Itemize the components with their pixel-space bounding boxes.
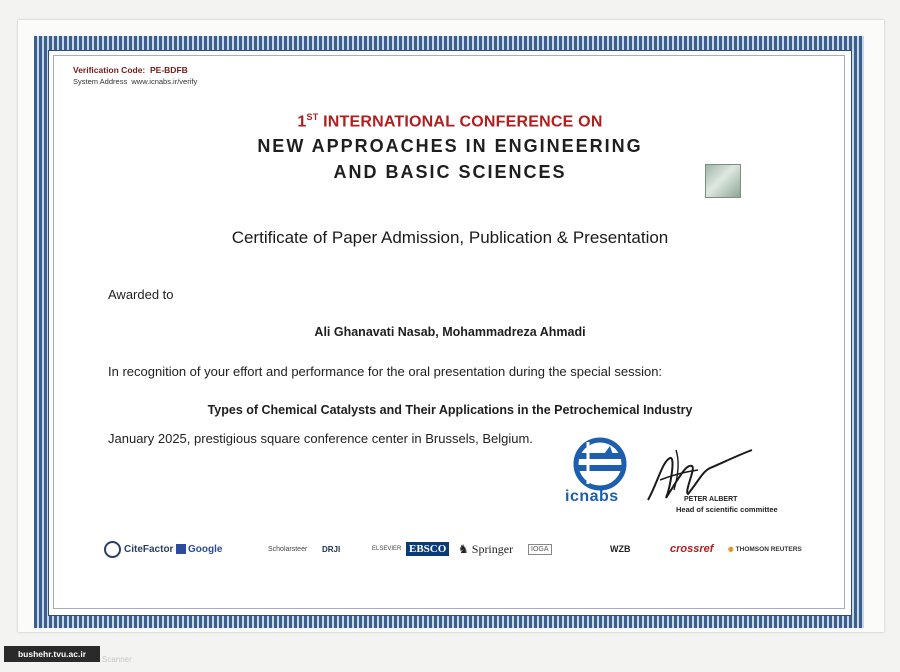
partner-drji: DRJI — [322, 544, 341, 554]
paper-title: Types of Chemical Catalysts and Their Applications in the Petrochemical Industry — [207, 403, 693, 417]
certificate-title: Certificate of Paper Admission, Publication & Presentation — [231, 228, 669, 247]
system-address-label: System Address — [73, 77, 128, 86]
hologram-stamp — [705, 164, 741, 198]
partner-springer: ♞ Springer — [458, 541, 514, 556]
conference-title-line2: NEW APPROACHES IN ENGINEERING — [257, 136, 643, 156]
partner-ebsco: EBSCO — [406, 538, 449, 560]
recognition-text: In recognition of your effort and performance for the oral presentation during the special session: — [108, 364, 663, 379]
signatory-role: Head of scientific committee — [676, 505, 778, 514]
conference-ordinal-suffix: ST — [306, 112, 319, 122]
citefactor-icon — [104, 541, 121, 558]
partner-google: Google — [176, 538, 222, 560]
verification-code-value: PE-BDFB — [150, 65, 188, 75]
partner-scholarsteer: Scholarsteer — [268, 545, 308, 553]
partner-elsevier: ELSEVIER — [372, 546, 402, 552]
verification-code-label: Verification Code: — [73, 65, 146, 75]
conference-title-line1 — [0, 112, 900, 131]
icnabs-logo-text: icnabs — [565, 488, 619, 505]
verification-block — [73, 64, 197, 88]
conference-title-line1-text: INTERNATIONAL CONFERENCE ON — [323, 113, 603, 131]
scanner-watermark: Scanner — [102, 655, 132, 664]
thomson-reuters-icon: ◉ — [728, 546, 734, 553]
google-scholar-icon — [176, 544, 186, 554]
partner-thomson-reuters: ◉ THOMSON REUTERS — [728, 545, 802, 553]
site-badge: bushehr.tvu.ac.ir — [4, 646, 100, 662]
partner-ioga: IOGA — [528, 538, 552, 560]
conference-ordinal-number: 1 — [297, 113, 307, 131]
recipient-names: Ali Ghanavati Nasab, Mohammadreza Ahmadi — [314, 325, 586, 339]
partner-wzb: WZB — [610, 544, 631, 554]
partner-crossref: crossref — [670, 543, 714, 555]
awarded-to-label: Awarded to — [108, 287, 174, 302]
partner-logos-row — [104, 538, 804, 562]
conference-title-line3: AND BASIC SCIENCES — [333, 162, 567, 182]
signature-icon — [640, 442, 758, 514]
signatory-name: PETER ALBERT — [684, 496, 738, 503]
springer-horse-icon: ♞ — [458, 541, 469, 556]
system-address-value: www.icnabs.ir/verify — [131, 77, 198, 86]
date-venue: January 2025, prestigious square conference center in Brussels, Belgium. — [108, 431, 533, 446]
partner-citefactor: CiteFactor — [104, 538, 173, 560]
